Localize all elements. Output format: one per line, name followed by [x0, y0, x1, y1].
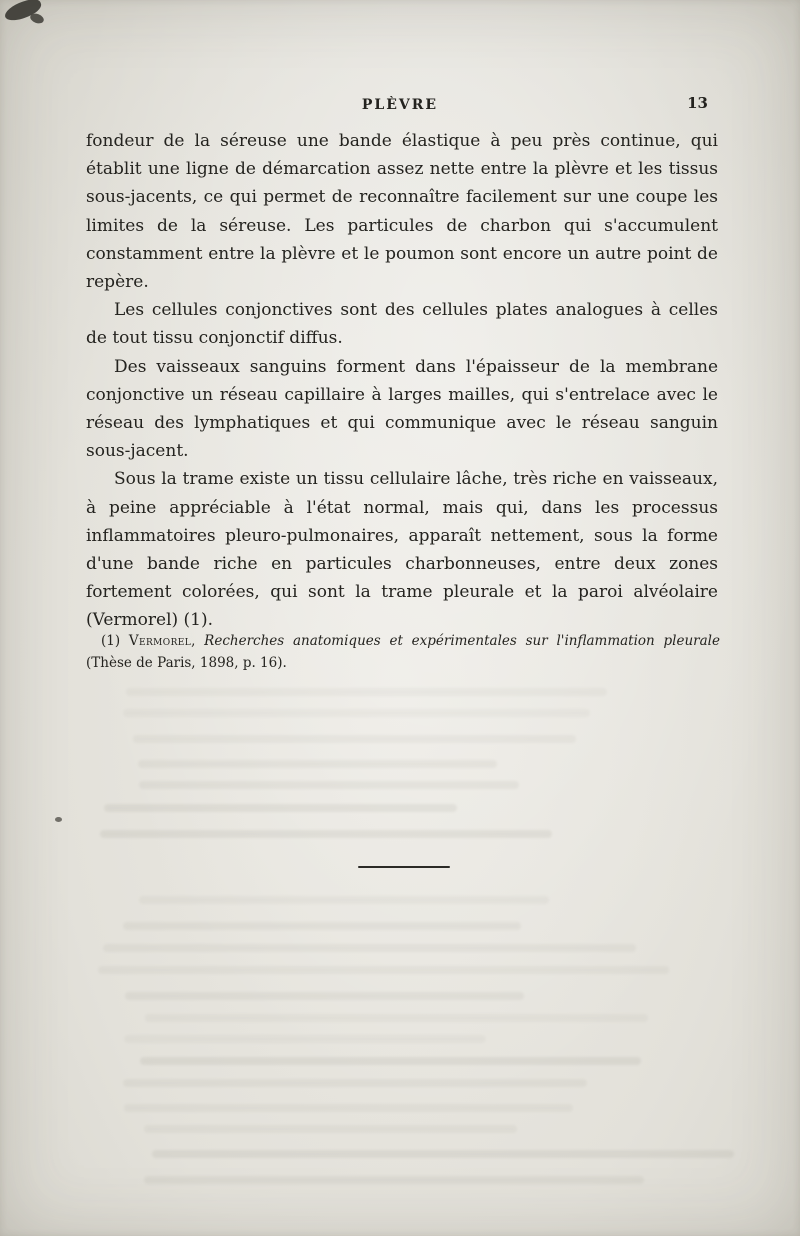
bleed-line [98, 966, 670, 974]
bleed-line [124, 1104, 574, 1112]
paragraph: Sous la trame existe un tissu cellulaire lâche, très riche en vaisseaux, à peine appréciable à l'état normal, mais qui, dans les processus inflammatoires pleuro-pulmonaires, apparaît nettement, sous la forme d'une bande riche en particules charbonneuses, entre deux zones fortement colorées, qui sont la trame pleurale et la paroi alvéolaire (Vermorel) (1). [86, 469, 718, 631]
bleed-line [138, 760, 497, 768]
body-text [86, 127, 718, 635]
bleed-line [125, 992, 524, 1000]
section-divider-rule [358, 866, 450, 868]
running-title: PLÈVRE [361, 97, 439, 113]
footnote-author: Vermorel [128, 633, 192, 649]
scan-artifact [55, 817, 62, 822]
bleed-line [144, 1176, 644, 1184]
scan-artifact [2, 0, 43, 23]
bleed-line [100, 830, 551, 838]
bleed-line [104, 804, 457, 812]
bleed-line [103, 944, 636, 952]
paragraph: Des vaisseaux sanguins forment dans l'épaisseur de la membrane conjonctive un réseau capillaire à larges mailles, qui s'entrelace avec le réseau des lymphatiques et qui communique avec le réseau sanguin sous-jacent. [86, 356, 718, 462]
bleed-line [123, 922, 521, 930]
bleed-line [139, 781, 518, 789]
bleed-line [152, 1150, 734, 1158]
bleed-line [140, 1057, 642, 1065]
footnote-tail: (Thèse de Paris, 1898, p. 16). [86, 654, 287, 671]
bleed-line [124, 1035, 487, 1043]
footnote [86, 631, 720, 674]
scan-artifact [29, 12, 45, 25]
bleed-line [126, 688, 606, 696]
footnote-title: Recherches anatomiques et expérimentales sur l'inflammation pleurale [204, 633, 720, 649]
paragraph: Les cellules conjonctives sont des cellules plates analogues à celles de tout tissu conjonctif diffus. [86, 300, 718, 349]
bleed-line [145, 1014, 648, 1022]
bleed-line [123, 709, 590, 717]
page-number: 13 [687, 94, 708, 112]
bleed-line [139, 896, 549, 904]
bleed-line [144, 1125, 517, 1133]
paragraph-continuation: fondeur de la séreuse une bande élastique à peu près continue, qui établit une ligne de démarcation assez nette entre la plèvre et les tissus sous-jacents, ce qui permet de reconnaître facilement sur une coupe les limites de la séreuse. Les particules de charbon qui s'accumulent constamment entre la plèvre et le poumon sont encore un autre point de repère. [86, 131, 718, 293]
footnote-separator: , [191, 633, 205, 649]
bleed-line [123, 1079, 587, 1087]
footnote-marker: (1) [101, 633, 129, 649]
bleed-line [133, 735, 576, 743]
